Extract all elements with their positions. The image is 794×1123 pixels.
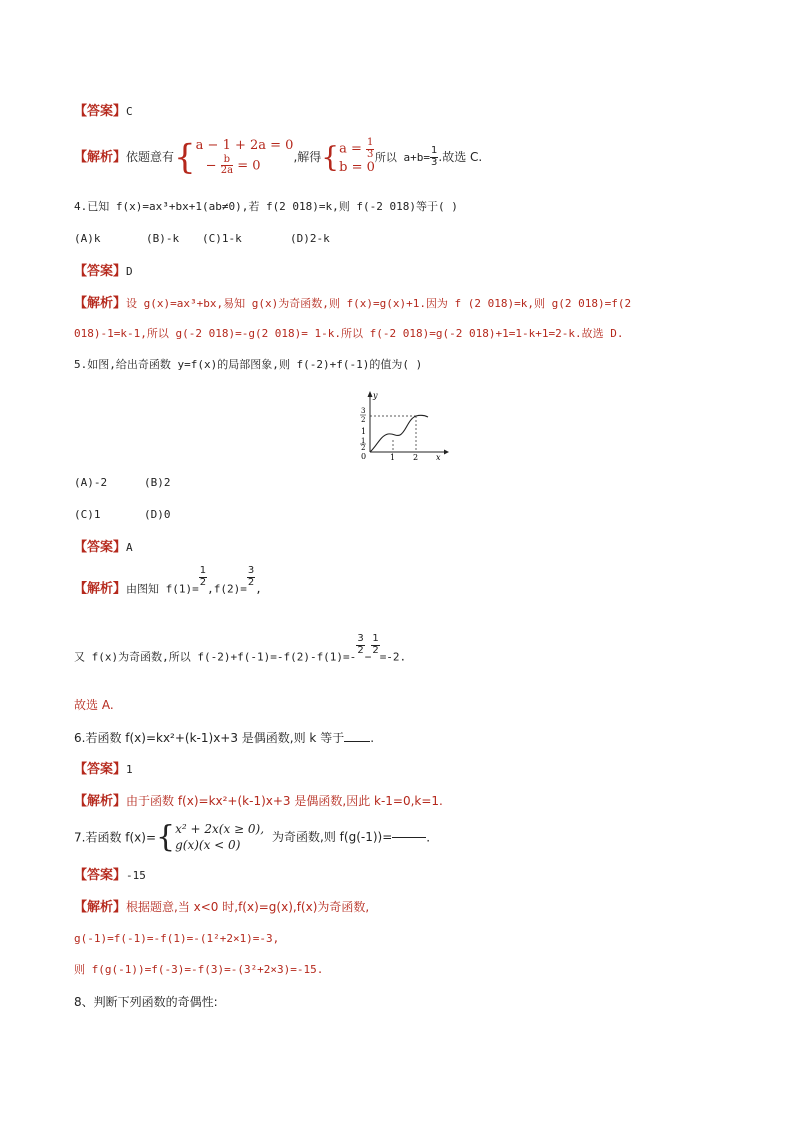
answer-value: 1: [126, 763, 133, 776]
left-brace: {: [321, 140, 340, 174]
analysis-text: 由图知 f(1)=: [126, 582, 199, 596]
y-axis-arrow: [368, 391, 373, 397]
answer-value: C: [126, 105, 133, 118]
q7-analysis-line-3: 则 f(g(-1))=f(-3)=-f(3)=-(3²+2×3)=-15.: [74, 963, 324, 976]
answer-tag: 【答案】: [74, 540, 127, 555]
solution-a: a = $\frac{1}{3}$: [339, 137, 374, 160]
y-axis-label: y: [373, 391, 378, 400]
equation-1: a − 1 + 2a = 0: [195, 138, 294, 153]
q3-analysis-line: [74, 138, 482, 177]
q7-analysis-line-1: [74, 900, 369, 916]
x-tick-label: 2: [413, 453, 419, 460]
q6-question: 6.若函数 f(x)=kx²+(k-1)x+3 是偶函数,则 k 等于 .: [74, 731, 375, 745]
x-axis-label: x: [436, 453, 441, 460]
analysis-tag: 【解析】: [74, 581, 127, 597]
option-c: (C)1-k: [202, 232, 242, 245]
solution-system: [339, 138, 375, 177]
q8-question: 8、判断下列函数的奇偶性:: [74, 995, 218, 1009]
answer-tag: 【答案】: [74, 762, 127, 777]
analysis-tag: 【解析】: [74, 149, 127, 165]
x-axis-arrow: [444, 450, 449, 455]
option-d: (D)0: [144, 508, 171, 521]
y-tick-half-den: 2: [361, 444, 366, 452]
analysis-text: =-2.: [379, 650, 407, 664]
q5-answer-line: [74, 540, 133, 556]
option-a: (A)k: [74, 232, 101, 245]
sum-fraction: $\frac{1}{3}$: [431, 145, 438, 168]
q5-options-row-1: [74, 476, 171, 489]
fraction-f2: $\frac{3}{2}$: [247, 565, 255, 588]
answer-tag: 【答案】: [74, 868, 127, 883]
q4-answer-line: [74, 264, 133, 280]
analysis-text: 根据题意,当 x<0 时,f(x)=g(x),f(x)为奇函数,: [126, 900, 370, 914]
q5-analysis-line-2: [74, 633, 407, 668]
analysis-text: 设 g(x)=ax³+bx,易知 g(x)为奇函数,则 f(x)=g(x)+1.因为 f (2 018)=k,则 g(2 018)=f(2: [126, 297, 632, 310]
analysis-text: ,f(2)=: [207, 582, 247, 596]
function-graph: [350, 388, 450, 460]
analysis-text: 又 f(x)为奇函数,所以 f(-2)+f(-1)=-f(2)-f(1)=-: [74, 650, 357, 664]
piecewise-cases: [175, 822, 264, 853]
analysis-tag: 【解析】: [74, 900, 127, 915]
q5-analysis-line-3: 故选 A.: [74, 698, 114, 712]
fraction-half: $\frac{1}{2}$: [372, 633, 379, 656]
end-text: .故选 C.: [438, 149, 483, 164]
equation-system: [196, 138, 294, 177]
q4-analysis-line-2: 018)-1=k-1,所以 g(-2 018)=-g(2 018)= 1-k.所以 f(-2 018)=g(-2 018)+1=1-k+1=2-k.故选 D.: [74, 327, 624, 340]
left-brace: {: [174, 137, 196, 178]
answer-blank: [344, 741, 370, 742]
case-1: x² + 2x(x ≥ 0),: [175, 822, 265, 836]
origin-label: 0: [361, 452, 367, 460]
answer-tag: 【答案】: [74, 104, 127, 119]
q5-question: 5.如图,给出奇函数 y=f(x)的局部图象,则 f(-2)+f(-1)的值为( ): [74, 358, 423, 371]
fraction-three-halves: $\frac{3}{2}$: [357, 633, 364, 656]
analysis-tag: 【解析】: [74, 296, 127, 311]
answer-value: -15: [126, 869, 146, 882]
q6-answer-line: [74, 762, 133, 778]
q7-analysis-line-2: g(-1)=f(-1)=-f(1)=-(1²+2×1)=-3,: [74, 932, 280, 945]
y-tick-label: 1: [361, 427, 367, 436]
analysis-tag: 【解析】: [74, 794, 127, 809]
option-b: (B)2: [144, 476, 171, 489]
minus-sign: −: [364, 650, 372, 664]
q4-options: [74, 232, 330, 245]
q3-answer-line: [74, 104, 133, 120]
fraction-f1: $\frac{1}{2}$: [199, 565, 207, 588]
q4-question: 4.已知 f(x)=ax³+bx+1(ab≠0),若 f(2 018)=k,则 f(-2 018)等于( ): [74, 200, 458, 213]
solve-text: ,解得: [293, 149, 322, 164]
answer-value: D: [126, 265, 133, 278]
case-2: g(x)(x < 0): [175, 837, 241, 852]
left-brace: {: [156, 819, 176, 855]
option-c: (C)1: [74, 508, 101, 521]
answer-tag: 【答案】: [74, 264, 127, 279]
q4-analysis-line-1: [74, 296, 631, 312]
y-tick-3half-num: 3: [361, 407, 366, 415]
equation-2: − $\frac{b}{2a}$ = 0: [205, 153, 261, 177]
option-a: (A)-2: [74, 476, 108, 489]
q5-analysis-line-1: [74, 565, 262, 600]
solution-b: b = 0: [339, 160, 375, 175]
q7-answer-line: [74, 868, 146, 884]
q6-analysis-line: [74, 794, 443, 810]
sum-text: 所以 a+b=: [374, 150, 430, 164]
analysis-text: 由于函数 f(x)=kx²+(k-1)x+3 是偶函数,因此 k-1=0,k=1.: [126, 794, 443, 808]
q7-question: 7.若函数 f(x)={ x² + 2x(x ≥ 0), g(x)(x < 0) 为奇函数,则 f(g(-1))= .: [74, 819, 431, 855]
function-curve: [370, 415, 428, 452]
answer-blank: [392, 837, 426, 838]
analysis-text: ,: [255, 582, 262, 596]
y-tick-3half-den: 2: [361, 416, 366, 424]
q5-options-row-2: [74, 508, 171, 521]
option-d: (D)2-k: [290, 232, 330, 245]
analysis-text: 依题意有: [126, 149, 175, 164]
y-tick-half-num: 1: [361, 437, 366, 445]
answer-value: A: [126, 541, 133, 554]
x-tick-label: 1: [390, 453, 396, 460]
option-b: (B)-k: [146, 232, 180, 245]
